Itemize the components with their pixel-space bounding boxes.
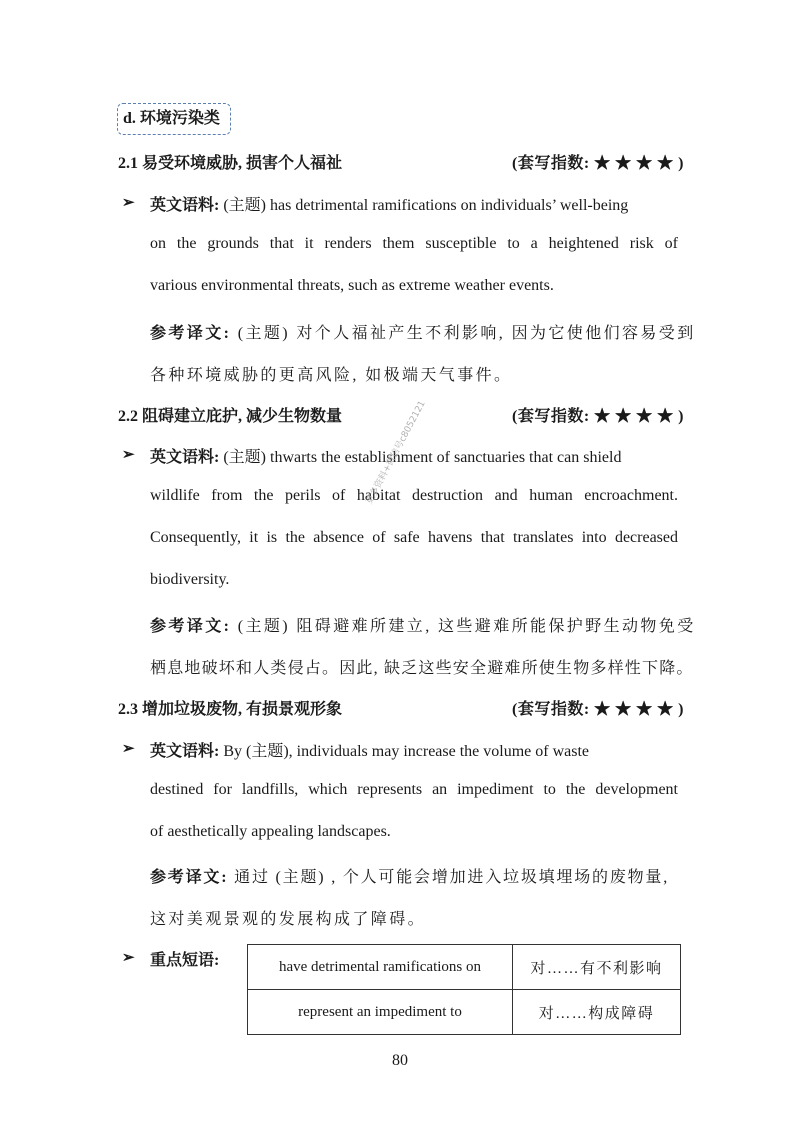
zh-text: 通过 (主题) , 个人可能会增加进入垃圾填埋场的废物量, (234, 869, 670, 886)
zh-line-2-3-a (150, 864, 669, 887)
bullet-arrow-icon: ➢ (122, 447, 135, 463)
phrase-cn: 对……有不利影响 (513, 945, 681, 990)
en-text: By (主题), individuals may increase the volume of waste (219, 743, 590, 760)
item-heading-2-2: 2.2 阻碍建立庇护, 减少生物数量 (118, 408, 343, 425)
table-row (248, 990, 681, 1035)
en-line-2-3-c: of aesthetically appealing landscapes. (150, 823, 391, 840)
copy-index-2-2: (套写指数: ★ ★ ★ ★ ) (512, 408, 684, 425)
zh-line-2-1-b: 各种环境威胁的更高风险, 如极端天气事件。 (150, 367, 513, 384)
en-line-2-3-b: destined for landfills, which represents an impediment to the development (150, 781, 678, 798)
zh-line-2-2-a (150, 613, 696, 636)
item-heading-2-3: 2.3 增加垃圾废物, 有损景观形象 (118, 701, 343, 718)
zh-label: 参考译文: (150, 869, 229, 886)
zh-label: 参考译文: (150, 325, 232, 342)
section-label: d. 环境污染类 (117, 103, 231, 135)
copy-index-2-1: (套写指数: ★ ★ ★ ★ ) (512, 155, 684, 172)
copy-index-2-3: (套写指数: ★ ★ ★ ★ ) (512, 701, 684, 718)
page-number: 80 (392, 1052, 408, 1069)
phrase-cn: 对……构成障碍 (513, 990, 681, 1035)
zh-text: (主题) 阻碍避难所建立, 这些避难所能保护野生动物免受 (237, 618, 696, 635)
en-line-2-2-c: Consequently, it is the absence of safe havens that translates into decreased (150, 529, 678, 546)
zh-line-2-2-b: 栖息地破坏和人类侵占。因此, 缺乏这些安全避难所使生物多样性下降。 (150, 660, 694, 677)
en-label: 英文语料: (150, 197, 220, 214)
bullet-arrow-icon: ➢ (122, 195, 135, 211)
watermark: 更多资料+微信号c8052121 (364, 399, 428, 507)
en-label: 英文语料: (150, 743, 220, 760)
bullet-arrow-icon: ➢ (122, 741, 135, 757)
zh-line-2-3-b: 这对美观景观的发展构成了障碍。 (150, 911, 427, 928)
zh-label: 参考译文: (150, 618, 232, 635)
table-row (248, 945, 681, 990)
item-heading-2-1: 2.1 易受环境威胁, 损害个人福祉 (118, 155, 343, 172)
en-text: (主题) thwarts the establishment of sanctuaries that can shield (219, 449, 622, 466)
phrase-en: represent an impediment to (248, 990, 513, 1035)
en-line-2-2-b: wildlife from the perils of habitat destruction and human encroachment. (150, 487, 678, 504)
phrases-table (247, 944, 681, 1035)
en-line-2-2-d: biodiversity. (150, 571, 230, 588)
en-label: 英文语料: (150, 449, 220, 466)
en-line-2-1-c: various environmental threats, such as extreme weather events. (150, 277, 554, 294)
phrase-en: have detrimental ramifications on (248, 945, 513, 990)
en-line-2-1-a (150, 192, 628, 215)
en-line-2-3-a (150, 738, 589, 761)
en-line-2-1-b: on the grounds that it renders them susceptible to a heightened risk of (150, 235, 678, 252)
bullet-arrow-icon: ➢ (122, 950, 135, 966)
zh-text: (主题) 对个人福祉产生不利影响, 因为它使他们容易受到 (237, 325, 696, 342)
phrases-label: 重点短语: (150, 952, 220, 969)
en-text: (主题) has detrimental ramifications on individuals’ well-being (219, 197, 629, 214)
zh-line-2-1-a (150, 320, 696, 343)
